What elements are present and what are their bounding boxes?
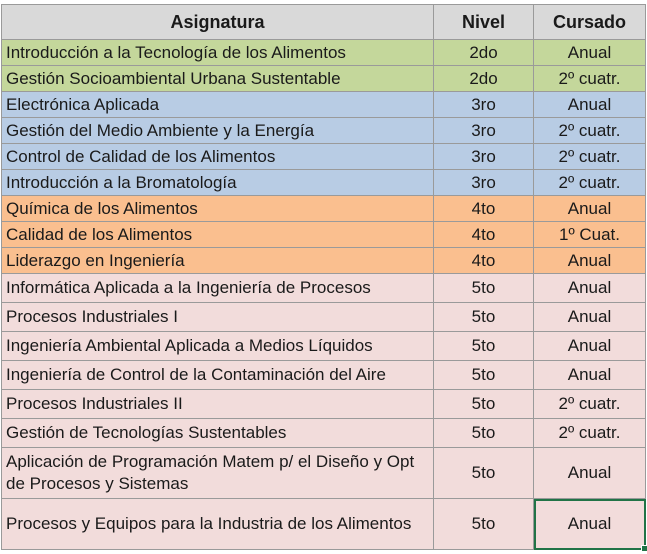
table-row: [2, 92, 646, 118]
term-cell-text: Anual: [567, 514, 612, 533]
level-cell[interactable]: 3ro: [434, 170, 534, 196]
subject-cell[interactable]: Gestión del Medio Ambiente y la Energía: [2, 118, 434, 144]
level-cell[interactable]: 4to: [434, 222, 534, 248]
subject-cell[interactable]: Química de los Alimentos: [2, 196, 434, 222]
subject-cell[interactable]: Procesos Industriales I: [2, 303, 434, 332]
table-row: [2, 448, 646, 499]
table-row: [2, 361, 646, 390]
level-cell[interactable]: 4to: [434, 248, 534, 274]
subject-cell[interactable]: Procesos y Equipos para la Industria de los Alimentos: [2, 499, 434, 550]
subject-cell[interactable]: Gestión de Tecnologías Sustentables: [2, 419, 434, 448]
term-cell[interactable]: 1º Cuat.: [534, 222, 646, 248]
table-row: [2, 274, 646, 303]
subject-cell[interactable]: Ingeniería de Control de la Contaminación del Aire: [2, 361, 434, 390]
table-row: [2, 419, 646, 448]
level-cell[interactable]: 5to: [434, 274, 534, 303]
table-row: [2, 390, 646, 419]
term-cell[interactable]: Anual: [534, 448, 646, 499]
table-row: [2, 332, 646, 361]
term-cell[interactable]: Anual: [534, 92, 646, 118]
table-row: [2, 222, 646, 248]
header-subject[interactable]: Asignatura: [2, 5, 434, 40]
level-cell[interactable]: 4to: [434, 196, 534, 222]
table-row: [2, 196, 646, 222]
level-cell[interactable]: 5to: [434, 332, 534, 361]
table-row: [2, 40, 646, 66]
header-level[interactable]: Nivel: [434, 5, 534, 40]
header-term[interactable]: Cursado: [534, 5, 646, 40]
subject-cell[interactable]: Introducción a la Bromatología: [2, 170, 434, 196]
selected-term-cell[interactable]: [534, 499, 646, 550]
subject-cell[interactable]: Procesos Industriales II: [2, 390, 434, 419]
subject-cell[interactable]: Aplicación de Programación Matem p/ el Diseño y Opt de Procesos y Sistemas: [2, 448, 434, 499]
subject-cell[interactable]: Control de Calidad de los Alimentos: [2, 144, 434, 170]
term-cell[interactable]: 2º cuatr.: [534, 144, 646, 170]
level-cell[interactable]: 2do: [434, 40, 534, 66]
level-cell[interactable]: 5to: [434, 448, 534, 499]
level-cell[interactable]: 5to: [434, 419, 534, 448]
header-row: [2, 5, 646, 40]
table-row: [2, 66, 646, 92]
table-row: [2, 248, 646, 274]
table-row: [2, 118, 646, 144]
level-cell[interactable]: 3ro: [434, 92, 534, 118]
subject-cell[interactable]: Electrónica Aplicada: [2, 92, 434, 118]
term-cell[interactable]: 2º cuatr.: [534, 170, 646, 196]
subject-cell[interactable]: Calidad de los Alimentos: [2, 222, 434, 248]
term-cell[interactable]: 2º cuatr.: [534, 419, 646, 448]
subject-cell[interactable]: Gestión Socioambiental Urbana Sustentable: [2, 66, 434, 92]
term-cell[interactable]: Anual: [534, 332, 646, 361]
table-row: [2, 170, 646, 196]
table-row: [2, 144, 646, 170]
level-cell[interactable]: 5to: [434, 499, 534, 550]
subject-cell[interactable]: Liderazgo en Ingeniería: [2, 248, 434, 274]
subject-cell[interactable]: Introducción a la Tecnología de los Alimentos: [2, 40, 434, 66]
table-row: [2, 303, 646, 332]
level-cell[interactable]: 5to: [434, 361, 534, 390]
term-cell[interactable]: Anual: [534, 40, 646, 66]
term-cell[interactable]: 2º cuatr.: [534, 390, 646, 419]
term-cell[interactable]: Anual: [534, 248, 646, 274]
term-cell[interactable]: 2º cuatr.: [534, 118, 646, 144]
fill-handle[interactable]: [641, 545, 647, 552]
level-cell[interactable]: 3ro: [434, 144, 534, 170]
subject-cell[interactable]: Informática Aplicada a la Ingeniería de Procesos: [2, 274, 434, 303]
level-cell[interactable]: 3ro: [434, 118, 534, 144]
term-cell[interactable]: Anual: [534, 196, 646, 222]
level-cell[interactable]: 5to: [434, 303, 534, 332]
table-row: [2, 499, 646, 550]
term-cell[interactable]: Anual: [534, 303, 646, 332]
level-cell[interactable]: 5to: [434, 390, 534, 419]
term-cell[interactable]: 2º cuatr.: [534, 66, 646, 92]
subjects-table: [1, 4, 646, 550]
term-cell[interactable]: Anual: [534, 361, 646, 390]
level-cell[interactable]: 2do: [434, 66, 534, 92]
subject-cell[interactable]: Ingeniería Ambiental Aplicada a Medios Líquidos: [2, 332, 434, 361]
term-cell[interactable]: Anual: [534, 274, 646, 303]
